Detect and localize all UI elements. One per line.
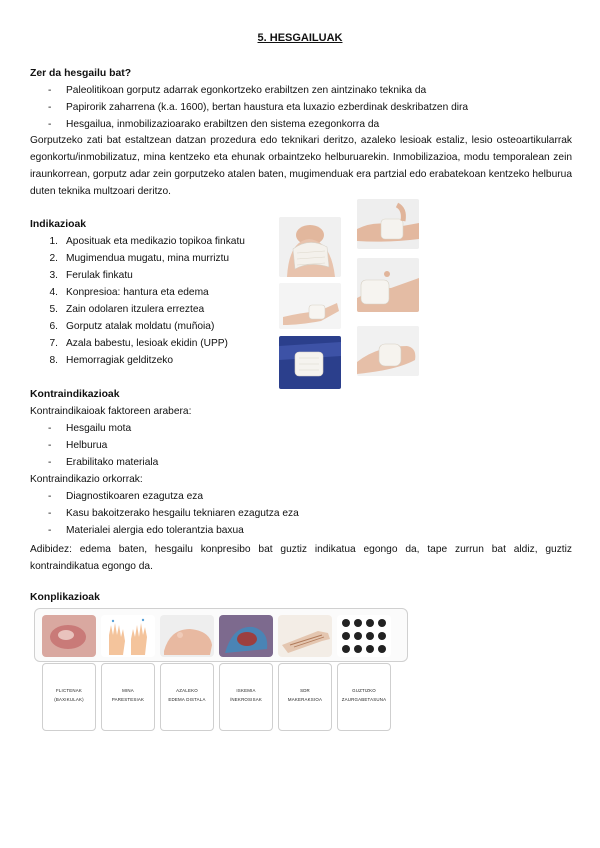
example-paragraph: Adibidez: edema baten, hesgailu konpresibo bat guztiz indikatua egongo da, tape zurrun bat aldiz, guztiz kontraindikatua egongo da. — [30, 544, 572, 572]
symbols-grid-image — [337, 615, 391, 657]
list-item: 3. Ferulak finkatu — [49, 270, 133, 281]
list-item: - Hesgailua, inmobilizazioarako erabiltzen den sistema ezegonkorra da — [48, 119, 380, 130]
page-title: 5. HESGAILUAK — [257, 32, 343, 44]
list-item: 8. Hemorragiak gelditzeko — [49, 355, 174, 366]
kontraindikazioak-heading: Kontraindikazioak — [30, 389, 120, 400]
list-item: - Papirorik zaharrena (k.a. 1600), bertan haustura eta luxazio ezberdinak deskribatzen dira — [48, 102, 469, 113]
list-item: - Kasu bakoitzerako hesgailu tekniaren ezagutza eza — [48, 508, 299, 519]
hand-xray-image — [278, 615, 332, 657]
foot-edema-image — [160, 615, 214, 657]
hands-pain-image — [101, 615, 155, 657]
glove-compression-image — [279, 336, 341, 389]
list-item: - Materialei alergia edo tolerantzia baxua — [48, 525, 244, 536]
list-item: 4. Konpresioa: hantura eta edema — [49, 287, 209, 298]
finger-bandage-image — [357, 326, 419, 376]
list-item: - Paleolitikoan gorputz adarrak egonkortzeko erabiltzen zen aintzinako teknika da — [48, 85, 427, 96]
list-item: 6. Gorputz atalak moldatu (muñoia) — [49, 321, 215, 332]
ischemia-image — [219, 615, 273, 657]
konplikazioak-heading: Konplikazioak — [30, 592, 100, 603]
skin-blister-image — [42, 615, 96, 657]
list-item: - Helburua — [48, 440, 108, 451]
bandaged-shoulder-image — [279, 217, 341, 277]
complication-card: GUZTIZKO ZAURGABETASUNA — [337, 663, 391, 731]
complication-card: FLICTENAK (BAXIKULAK) — [42, 663, 96, 731]
list-item: - Diagnostikoaren ezagutza eza — [48, 491, 204, 502]
list-item: - Hesgailu mota — [48, 423, 132, 434]
complication-card: MINA PARESTESIAK — [101, 663, 155, 731]
wrist-bandage-image — [357, 258, 419, 312]
list-item: 5. Zain odolaren itzulera erreztea — [49, 304, 205, 315]
complication-card: SDR MAKERAKSIOA — [278, 663, 332, 731]
leg-splint-image — [279, 283, 341, 329]
indikazioak-heading: Indikazioak — [30, 219, 87, 230]
factors-intro: Kontraindikaioak faktoreen arabera: — [30, 406, 192, 417]
intro-heading: Zer da hesgailu bat? — [30, 68, 132, 79]
list-item: 7. Azala babestu, lesioak ekidin (UPP) — [49, 338, 228, 349]
complication-card: ISKEMIA /NEKROSISAK — [219, 663, 273, 731]
hand-bandage-image — [357, 199, 419, 249]
general-intro: Kontraindikazio orkorrak: — [30, 474, 143, 485]
list-item: 1. Aposituak eta medikazio topikoa finkatu — [49, 236, 245, 247]
list-item: - Erabilitako materiala — [48, 457, 159, 468]
list-item: 2. Mugimendua mugatu, mina murriztu — [49, 253, 230, 264]
complication-card: AZALEKO EDEMA DISTALA — [160, 663, 214, 731]
intro-paragraph: Gorputzeko zati bat estaltzean datzan prozedura edo teknikari deritzo, azaleko lesioak estaliz, lesio osteoartikularrak egonkortu/inmobilizatuz, mina kentzeko eta ehunak orbaintzeko helburuarekin. Inmobilizazioa, modu temporalean zein iraunkorrean, gorputz adar zein gorputzeko atalen baten, mugimenduak era partzial edo erabatekoan kentzeko helburua duten teknika multzoari deritzo. — [30, 135, 572, 197]
